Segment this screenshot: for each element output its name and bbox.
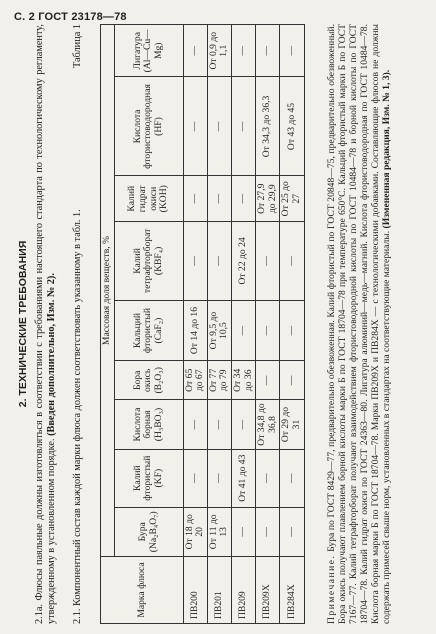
col-header: Калий гидрат окиси (KOH) bbox=[114, 176, 183, 222]
note-amendment: (Измененная редакция, Изм. № 1, 3). bbox=[381, 69, 392, 229]
table-cell: — bbox=[280, 507, 304, 556]
table-cell: — bbox=[256, 222, 280, 301]
table-cell: — bbox=[256, 507, 280, 556]
table-cell: — bbox=[280, 222, 304, 301]
cell-mark: ПВ209 bbox=[231, 557, 255, 624]
table-cell: От 77 до 79 bbox=[207, 361, 231, 400]
table-cell: — bbox=[183, 222, 207, 301]
col-header: Лигатура (Al—Cu—Mg) bbox=[114, 25, 183, 78]
table-cell: От 0,9 до 1,1 bbox=[207, 25, 231, 78]
table-cell: — bbox=[183, 77, 207, 176]
note-text: Бура по ГОСТ 8429—77, предварительно обезвоженная. Калий фтористый по ГОСТ 20848—75, предварительно обезвоженный. Бора окись получают плавлением борной кислоты марки Б по ГОСТ 18704—78 при температуре 650°С. Кальций фтористый марки Б по ГОСТ 7167—77. Калий тетрафторборат получают взаимодействием фтористоводородной кислоты по ГОСТ 10484—78 и борной кислоты по ГОСТ 18704—78. Калий гидрат окиси по ГОСТ 24363—80. Лигатура алюминий—медь—магний. Кислота фтористоводородная по ГОСТ 10484—78. Кислота борная марки Б по ГОСТ 18704—78. Марки ПВ209Х и ПВ284Х — с технологическими добавками. Составляющие флюсов не должны содержать примесей свыше норм, установленных в стандартах на соответствующие материалы. bbox=[326, 24, 392, 624]
cell-mark: ПВ209Х bbox=[256, 557, 280, 624]
cell-mark: ПВ201 bbox=[207, 557, 231, 624]
table-cell: — bbox=[231, 25, 255, 78]
rotated-page-content bbox=[14, 24, 424, 624]
cell-mark: ПВ284Х bbox=[280, 557, 304, 624]
col-header: Кислота фтористоводородная (HF) bbox=[114, 77, 183, 176]
page-header: С. 2 ГОСТ 23178—78 bbox=[14, 11, 127, 23]
table-cell: От 9,5 до 10,5 bbox=[207, 300, 231, 361]
col-header: Кальций фтористый (CaF₂) bbox=[114, 300, 183, 361]
table-row bbox=[183, 25, 207, 624]
col-header: Калий тетрафторборат (KBF₄) bbox=[114, 222, 183, 301]
table-row bbox=[256, 25, 280, 624]
table-cell: — bbox=[183, 400, 207, 449]
table-row bbox=[231, 25, 255, 624]
col-header: Бура (Na₂B₄O₇) bbox=[114, 507, 183, 556]
table-cell: — bbox=[183, 176, 207, 222]
table-cell: — bbox=[183, 25, 207, 78]
table-cell: — bbox=[207, 77, 231, 176]
table-row bbox=[207, 25, 231, 624]
table-note bbox=[326, 24, 392, 624]
paragraph-2-1: 2.1. Компонентный состав каждой марки флюса должен соответствовать указанному в табл. 1. bbox=[72, 209, 83, 624]
section-title: 2. ТЕХНИЧЕСКИЕ ТРЕБОВАНИЯ bbox=[17, 240, 29, 408]
table-cell: — bbox=[207, 449, 231, 507]
table-cell: — bbox=[207, 222, 231, 301]
table-cell: От 14 до 16 bbox=[183, 300, 207, 361]
table-cell: — bbox=[231, 400, 255, 449]
paragraph-2-1a-text: 2.1а. Флюсы паяльные должны изготовляться в соответствии с требованиями настоящего стандарта по технологическому регламенту, утвержденному в установленном порядке. bbox=[34, 24, 58, 624]
table-cell: От 25 до 27 bbox=[280, 176, 304, 222]
note-label: Примечание. bbox=[326, 554, 337, 624]
cell-mark: ПВ200 bbox=[183, 557, 207, 624]
table-cell: От 65 до 67 bbox=[183, 361, 207, 400]
table-cell: — bbox=[280, 300, 304, 361]
col-header: Кислота борная (H₃BO₃) bbox=[114, 400, 183, 449]
table-cell: — bbox=[231, 507, 255, 556]
table-cell: От 22 до 24 bbox=[231, 222, 255, 301]
table-cell: — bbox=[280, 361, 304, 400]
table-cell: — bbox=[256, 361, 280, 400]
table-cell: — bbox=[256, 449, 280, 507]
table-cell: От 34,8 до 36,8 bbox=[256, 400, 280, 449]
table-label: Таблица 1 bbox=[72, 24, 83, 69]
table-cell: — bbox=[231, 176, 255, 222]
composition-table bbox=[100, 24, 305, 624]
table-cell: — bbox=[256, 300, 280, 361]
col-header-mark: Марка флюса bbox=[101, 557, 184, 624]
col-group-header: Массовая доля веществ, % bbox=[101, 25, 115, 557]
table-cell: — bbox=[256, 25, 280, 78]
paragraph-2-1a bbox=[34, 24, 59, 624]
table-cell: — bbox=[231, 300, 255, 361]
table-cell: От 41 до 43 bbox=[231, 449, 255, 507]
col-header: Бора окись (B₂O₃) bbox=[114, 361, 183, 400]
table-cell: — bbox=[280, 25, 304, 78]
table-cell: От 27,9 до 29,9 bbox=[256, 176, 280, 222]
col-header: Калий фтористый (KF) bbox=[114, 449, 183, 507]
table-cell: От 34 до 36 bbox=[231, 361, 255, 400]
table-cell: — bbox=[183, 449, 207, 507]
table-cell: От 43 до 45 bbox=[280, 77, 304, 176]
table-row bbox=[280, 25, 304, 624]
table-cell: От 18 до 20 bbox=[183, 507, 207, 556]
table-cell: От 34,3 до 36,3 bbox=[256, 77, 280, 176]
table-cell: От 11 до 13 bbox=[207, 507, 231, 556]
paragraph-2-1a-amendment: (Введен дополнительно, Изм. № 2). bbox=[46, 273, 58, 436]
table-cell: — bbox=[231, 77, 255, 176]
table-cell: — bbox=[280, 449, 304, 507]
table-cell: От 29 до 31 bbox=[280, 400, 304, 449]
table-cell: — bbox=[207, 176, 231, 222]
table-cell: — bbox=[207, 400, 231, 449]
